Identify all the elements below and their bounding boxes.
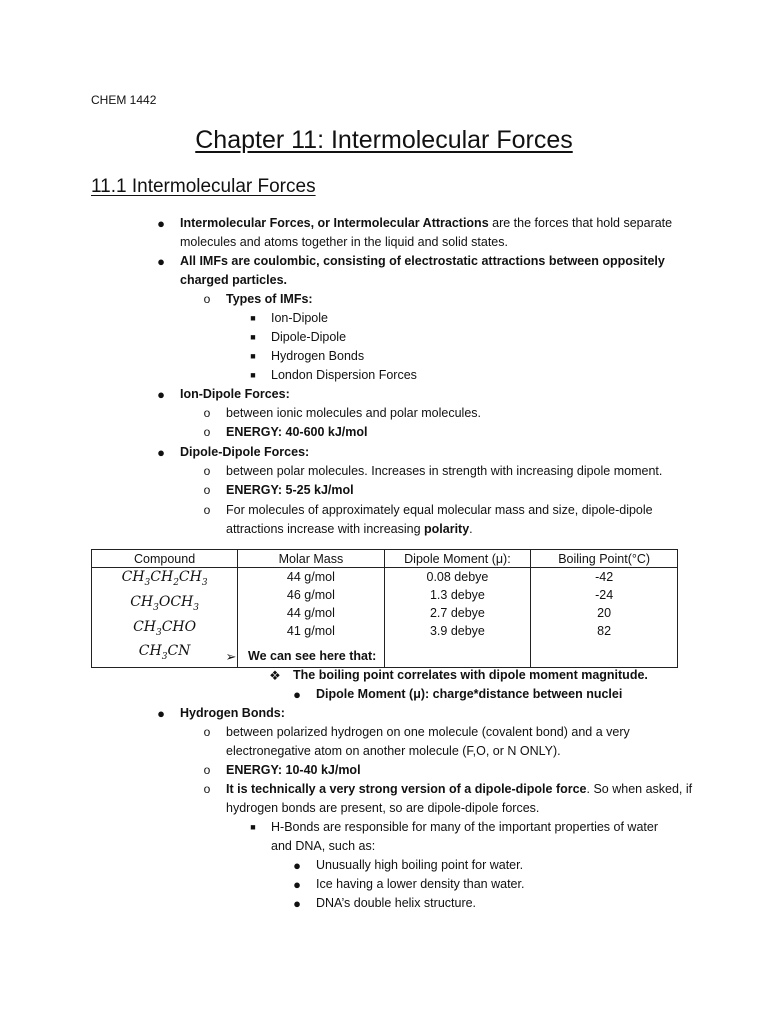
- square-bullet-icon: ■: [250, 332, 256, 342]
- circle-bullet-icon: o: [203, 406, 211, 420]
- list-item: The boiling point correlates with dipole moment magnitude.: [293, 668, 648, 682]
- bullet-icon: ●: [293, 896, 301, 911]
- square-bullet-icon: ■: [250, 822, 256, 832]
- list-item: Hydrogen Bonds: [271, 349, 365, 363]
- list-item: Ice having a lower density than water.: [316, 877, 525, 891]
- table-row: [92, 568, 678, 668]
- list-item: It is technically a very strong version of a dipole-dipole force. So when asked, if: [226, 782, 693, 796]
- list-item: Dipole Moment (μ): charge*distance between nuclei: [316, 687, 623, 701]
- bullet-icon: ●: [293, 877, 301, 892]
- square-bullet-icon: ■: [250, 313, 256, 323]
- compound-formula: $CH_3OCH_3$: [130, 593, 199, 613]
- circle-bullet-icon: o: [203, 725, 211, 739]
- bullet-icon: ●: [157, 387, 165, 402]
- list-item: Hydrogen Bonds:: [180, 706, 285, 720]
- list-item: ENERGY: 40-600 kJ/mol: [226, 425, 368, 439]
- list-item: London Dispersion Forces: [271, 368, 417, 382]
- circle-bullet-icon: o: [203, 464, 211, 478]
- column-header: Compound: [92, 550, 238, 568]
- bullet-icon: ●: [157, 706, 165, 721]
- circle-bullet-icon: o: [203, 292, 211, 306]
- list-item: Types of IMFs:: [226, 292, 313, 306]
- compound-formulas: [92, 568, 237, 667]
- compound-table: [91, 549, 678, 668]
- chapter-title: Chapter 11: Intermolecular Forces: [195, 126, 573, 154]
- diamond-bullet-icon: ❖: [269, 668, 281, 683]
- list-item-continued: and DNA, such as:: [271, 839, 376, 853]
- bullet-icon: ●: [157, 254, 165, 269]
- list-item-continued: electronegative atom on another molecule (F,O, or N ONLY).: [226, 744, 561, 758]
- list-item-continued: molecules and atoms together in the liquid and solid states.: [180, 235, 508, 249]
- list-item: DNA’s double helix structure.: [316, 896, 477, 910]
- section-title: 11.1 Intermolecular Forces: [91, 176, 316, 197]
- list-item: ENERGY: 10-40 kJ/mol: [226, 763, 361, 777]
- list-item: between polarized hydrogen on one molecule (covalent bond) and a very: [226, 725, 630, 739]
- column-header: Boiling Point(°C): [531, 550, 678, 568]
- bullet-icon: ●: [293, 858, 301, 873]
- compound-cell: [92, 568, 238, 668]
- square-bullet-icon: ■: [250, 351, 256, 361]
- circle-bullet-icon: o: [203, 425, 211, 439]
- arrow-bullet-icon: ➢: [225, 649, 237, 664]
- list-item-continued: hydrogen bonds are present, so are dipole-dipole forces.: [226, 801, 540, 815]
- circle-bullet-icon: o: [203, 782, 211, 796]
- circle-bullet-icon: o: [203, 483, 211, 497]
- dipole-moment-cell: 0.08 debye 1.3 debye 2.7 debye 3.9 debye: [384, 568, 531, 668]
- list-item-continued: charged particles.: [180, 273, 287, 287]
- bullet-icon: ●: [157, 445, 165, 460]
- column-header: Dipole Moment (μ):: [384, 550, 531, 568]
- list-item: Ion-Dipole: [271, 311, 328, 325]
- compound-formula: $CH_3CHO$: [133, 618, 197, 638]
- list-item: ENERGY: 5-25 kJ/mol: [226, 483, 354, 497]
- table-header-row: [92, 550, 678, 568]
- list-item: Dipole-Dipole: [271, 330, 347, 344]
- list-item: H-Bonds are responsible for many of the important properties of water: [271, 820, 658, 834]
- bullet-icon: ●: [293, 687, 301, 702]
- course-code: CHEM 1442: [91, 93, 157, 107]
- boiling-point-cell: -42 -24 20 82: [531, 568, 678, 668]
- list-item: between polar molecules. Increases in strength with increasing dipole moment.: [226, 464, 663, 478]
- circle-bullet-icon: o: [203, 763, 211, 777]
- column-header: Molar Mass: [238, 550, 384, 568]
- list-item: We can see here that:: [248, 649, 377, 663]
- list-item: All IMFs are coulombic, consisting of electrostatic attractions between oppositely: [180, 254, 665, 268]
- compound-formula: $CH_3CH_2CH_3$: [121, 569, 208, 588]
- square-bullet-icon: ■: [250, 370, 256, 380]
- list-item: Ion-Dipole Forces:: [180, 387, 290, 401]
- circle-bullet-icon: o: [203, 503, 211, 517]
- list-item: For molecules of approximately equal molecular mass and size, dipole-dipole: [226, 503, 653, 517]
- molar-mass-cell: 44 g/mol 46 g/mol 44 g/mol 41 g/mol: [238, 568, 384, 668]
- list-item: Intermolecular Forces, or Intermolecular Attractions are the forces that hold separate: [180, 216, 673, 230]
- list-item: Dipole-Dipole Forces:: [180, 445, 310, 459]
- list-item: Unusually high boiling point for water.: [316, 858, 524, 872]
- bullet-icon: ●: [157, 216, 165, 231]
- list-item-continued: attractions increase with increasing polarity.: [226, 522, 473, 536]
- compound-formula: $CH_3CN$: [138, 643, 191, 663]
- list-item: between ionic molecules and polar molecules.: [226, 406, 482, 420]
